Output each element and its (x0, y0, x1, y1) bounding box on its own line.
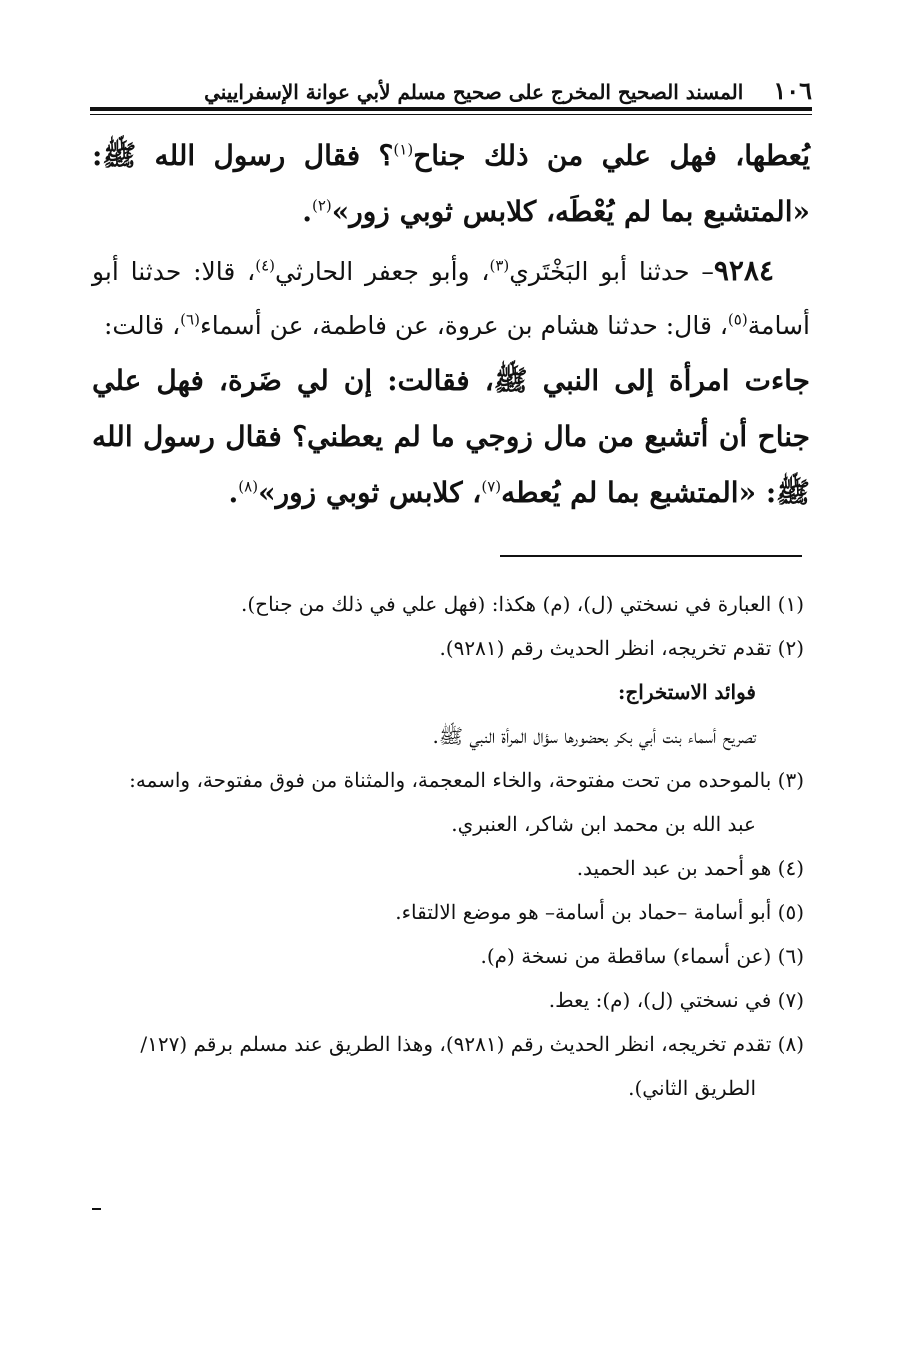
header-rule-thin (90, 114, 812, 115)
footnote-6: (٦) (عن أسماء) ساقطة من نسخة (م). (480, 944, 804, 968)
paragraph-continuation: يُعطها، فهل علي من ذلك جناح$^{(١)}$؟ فقال رسول الله ﷺ: «المتشبع بما لم يُعْطَه، كلابس ثوبي زور»$^{(٢)}$. (92, 139, 810, 228)
footnote-ref-4[interactable]: (٤) (255, 256, 275, 275)
footnote-ref-8[interactable]: (٨) (238, 477, 259, 496)
benefits-heading: فوائد الاستخراج: (617, 680, 756, 704)
footnote-ref-1[interactable]: (١) (393, 140, 414, 159)
footnote-5: (٥) أبو أسامة –حماد بن أسامة– هو موضع الالتقاء. (395, 900, 804, 924)
footnote-ref-2[interactable]: (٢) (311, 196, 332, 215)
footnote-4: (٤) هو أحمد بن عبد الحميد. (576, 856, 804, 880)
footnote-3: (٣) بالموحده من تحت مفتوحة، والخاء المعجمة، والمثناة من فوق مفتوحة، واسمه: (129, 768, 804, 792)
hadith-matn: جاءت امرأة إلى النبي ﷺ، فقالت: إن لي ضَرة، فهل علي جناح أن أتشبع من مال زوجي ما لم يعطني؟ فقال رسول الله ﷺ: «المتشبع بما لم يُعطه$^{(٧)}$، كلابس ثوبي زور»$^{(٨)}$. (92, 364, 810, 509)
page-number: ١٠٦ (773, 76, 812, 105)
hadith-isnad: ٩٢٨٤– حدثنا أبو البَخْتَري$^{(٣)}$، وأبو جعفر الحارثي$^{(٤)}$، قالا: حدثنا أبو أسامة$^{(٥)}$، قال: حدثنا هشام بن عروة، عن فاطمة، عن أسماء$^{(٦)}$، قالت: (92, 254, 810, 340)
footnote-1: (١) العبارة في نسختي (ل)، (م) هكذا: (فهل علي في ذلك من جناح). (241, 592, 804, 616)
footnote-8-continuation: الطريق الثاني). (628, 1076, 756, 1100)
footnote-ref-6[interactable]: (٦) (180, 310, 200, 329)
footnote-separator (500, 555, 802, 557)
page-end-mark (92, 1208, 101, 1210)
footnote-ref-3[interactable]: (٣) (489, 256, 510, 275)
footnote-ref-5[interactable]: (٥) (727, 310, 748, 329)
footnote-3-continuation: عبد الله بن محمد ابن شاكر، العنبري. (451, 812, 756, 836)
footnote-ref-7[interactable]: (٧) (481, 477, 502, 496)
book-title: المسند الصحيح المخرج على صحيح مسلم لأبي عوانة الإسفراييني (204, 80, 744, 104)
footnote-2: (٢) تقدم تخريجه، انظر الحديث رقم (٩٢٨١). (439, 636, 804, 660)
footnotes (88, 582, 804, 1110)
hadith-number: ٩٢٨٤ (713, 254, 774, 287)
benefits-text: تصريح أسماء بنت أبي بكر بحضورها سؤال المرأة النبي ﷺ. (432, 724, 756, 748)
main-text (92, 128, 810, 521)
running-header (90, 76, 812, 106)
footnote-8: (٨) تقدم تخريجه، انظر الحديث رقم (٩٢٨١)، وهذا الطريق عند مسلم برقم (١٢٧/ (140, 1032, 804, 1056)
footnote-7: (٧) في نسختي (ل)، (م): يعط. (548, 988, 804, 1012)
header-rule-thick (90, 107, 812, 111)
